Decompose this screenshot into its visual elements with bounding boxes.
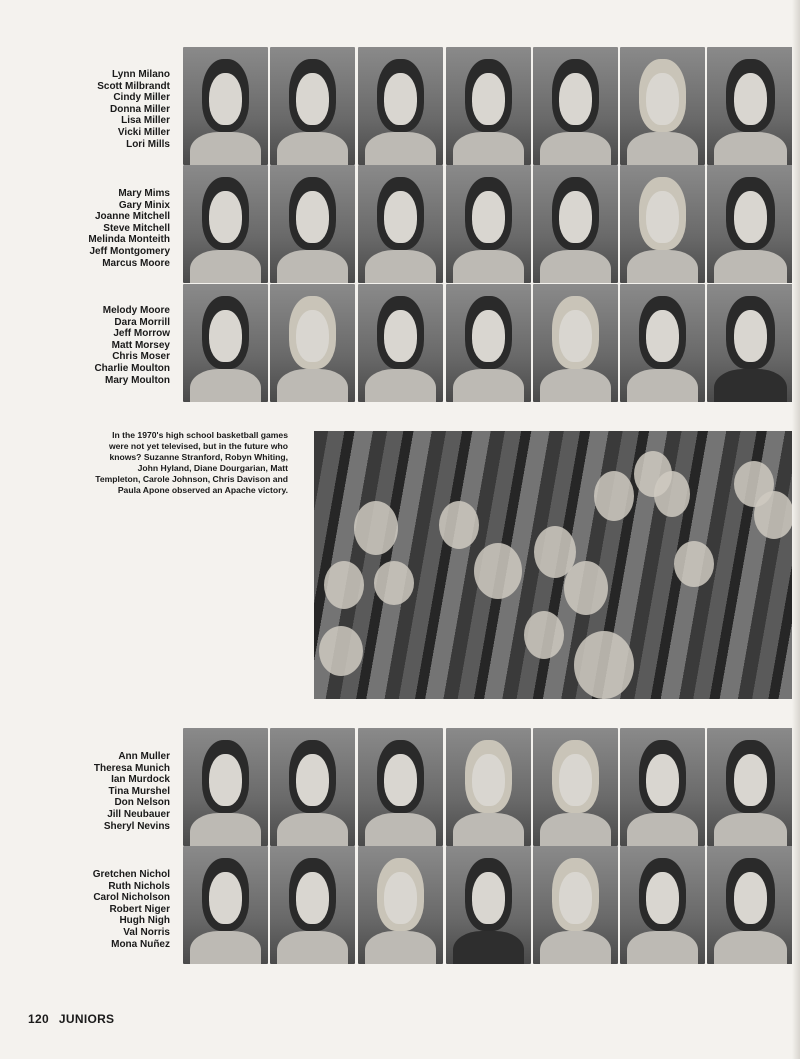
student-portrait: [183, 165, 268, 283]
student-name: Melody Moore: [102, 305, 170, 316]
portrait-body: [277, 250, 348, 283]
portrait-face: [646, 754, 678, 806]
portrait-body: [190, 132, 261, 165]
portrait-face: [209, 310, 241, 362]
portrait-body: [540, 250, 611, 283]
student-portrait: [358, 165, 443, 283]
portrait-face: [472, 310, 504, 362]
student-name: Gretchen Nichol: [92, 869, 170, 880]
portrait-body: [714, 250, 787, 283]
page-number: 120: [28, 1012, 49, 1026]
portrait-body: [540, 931, 611, 964]
portrait-body: [453, 250, 524, 283]
student-portrait: [270, 728, 355, 846]
student-portrait: [446, 846, 531, 964]
portrait-body: [627, 369, 698, 402]
portrait-body: [365, 132, 436, 165]
portrait-body: [365, 931, 436, 964]
portrait-body: [627, 132, 698, 165]
portrait-body: [277, 813, 348, 846]
portrait-face: [734, 872, 767, 924]
page-gutter: [792, 0, 800, 1059]
student-name: Jeff Montgomery: [89, 245, 170, 257]
student-name: Ian Murdock: [111, 774, 170, 786]
student-name: Melinda Monteith: [88, 234, 170, 246]
student-name: Vicki Miller: [117, 126, 170, 138]
photo-caption: In the 1970's high school basketball games were not yet televised, but in the future who knows? Suzanne Stranford, Robyn Whiting, John Hyland, Diane Dourgarian, Matt Templeton, Carole Johnson, Chris Davison and Paula Apone observed an Apache victory.: [95, 430, 288, 495]
portrait-face: [209, 191, 241, 243]
portrait-face: [384, 310, 416, 362]
portrait-face: [384, 754, 416, 806]
portrait-body: [714, 369, 787, 402]
portrait-face: [559, 872, 591, 924]
student-name: Dara Morrill: [114, 316, 170, 328]
student-name: Jeff Morrow: [113, 328, 170, 340]
student-portrait: [183, 846, 268, 964]
student-portrait: [533, 846, 618, 964]
portrait-face: [296, 191, 328, 243]
portrait-face: [296, 310, 328, 362]
student-portrait: [270, 165, 355, 283]
portrait-body: [540, 813, 611, 846]
student-portrait: [533, 47, 618, 165]
student-portrait: [358, 284, 443, 402]
portrait-body: [540, 132, 611, 165]
portrait-body: [190, 369, 261, 402]
portrait-body: [365, 250, 436, 283]
portrait-face: [472, 73, 504, 125]
portrait-body: [190, 250, 261, 283]
student-name: Theresa Munich: [93, 762, 170, 774]
portrait-face: [472, 191, 504, 243]
student-name: Ruth Nichols: [108, 880, 170, 892]
student-portrait: [358, 846, 443, 964]
portrait-body: [627, 250, 698, 283]
student-name: Robert Niger: [109, 903, 170, 915]
names-row-1: [10, 69, 170, 150]
names-row-3: [10, 305, 170, 386]
portrait-face: [734, 310, 767, 362]
student-name: Joanne Mitchell: [94, 211, 170, 223]
student-name: Sheryl Nevins: [103, 820, 170, 832]
portrait-body: [190, 931, 261, 964]
student-name: Tina Murshel: [108, 785, 170, 797]
student-portrait: [358, 47, 443, 165]
portrait-body: [277, 369, 348, 402]
portrait-face: [296, 754, 328, 806]
portrait-body: [190, 813, 261, 846]
student-name: Carol Nicholson: [93, 892, 170, 904]
portrait-body: [453, 813, 524, 846]
portrait-face: [384, 191, 416, 243]
portrait-face: [209, 73, 241, 125]
student-portrait: [707, 47, 794, 165]
names-row-4: [10, 751, 170, 832]
student-name: Lisa Miller: [121, 115, 170, 127]
student-name: Mary Moulton: [105, 374, 170, 386]
portrait-body: [365, 369, 436, 402]
student-portrait: [620, 165, 705, 283]
portrait-face: [296, 872, 328, 924]
student-name: Val Norris: [123, 926, 170, 938]
student-portrait: [446, 284, 531, 402]
portrait-face: [559, 310, 591, 362]
portrait-body: [714, 132, 787, 165]
student-name: Lynn Milano: [112, 69, 170, 80]
portrait-face: [646, 73, 678, 125]
portrait-body: [277, 931, 348, 964]
portrait-face: [296, 73, 328, 125]
student-portrait: [270, 846, 355, 964]
names-row-5: [10, 869, 170, 950]
student-name: Cindy Miller: [113, 92, 170, 104]
student-portrait: [620, 47, 705, 165]
portrait-face: [734, 73, 767, 125]
portrait-face: [734, 191, 767, 243]
student-name: Steve Mitchell: [103, 222, 170, 234]
portrait-body: [365, 813, 436, 846]
student-name: Mona Nuñez: [111, 938, 170, 950]
section-title: JUNIORS: [58, 1012, 115, 1026]
portrait-face: [646, 310, 678, 362]
student-name: Marcus Moore: [102, 257, 170, 269]
portrait-face: [472, 754, 504, 806]
student-name: Ann Muller: [118, 751, 170, 762]
student-name: Chris Moser: [112, 351, 170, 363]
student-name: Don Nelson: [114, 797, 170, 809]
student-portrait: [270, 284, 355, 402]
portrait-face: [384, 872, 416, 924]
portrait-body: [540, 369, 611, 402]
student-portrait: [707, 165, 794, 283]
student-name: Scott Milbrandt: [97, 80, 170, 92]
student-name: Lori Mills: [126, 138, 170, 150]
student-portrait: [358, 728, 443, 846]
portrait-body: [277, 132, 348, 165]
student-portrait: [270, 47, 355, 165]
student-name: Gary Minix: [118, 199, 170, 211]
portrait-body: [453, 132, 524, 165]
portrait-face: [559, 73, 591, 125]
names-row-2: [10, 188, 170, 269]
portrait-face: [646, 191, 678, 243]
student-portrait: [707, 846, 794, 964]
crowd-photo: [314, 431, 794, 699]
student-portrait: [707, 284, 794, 402]
portrait-body: [453, 369, 524, 402]
portrait-body: [453, 931, 524, 964]
student-name: Charlie Moulton: [94, 362, 170, 374]
student-name: Matt Morsey: [111, 339, 170, 351]
portrait-body: [627, 931, 698, 964]
portrait-face: [646, 872, 678, 924]
portrait-body: [627, 813, 698, 846]
student-name: Hugh Nigh: [119, 915, 170, 927]
portrait-face: [734, 754, 767, 806]
portrait-body: [714, 931, 787, 964]
student-name: Donna Miller: [109, 103, 170, 115]
portrait-face: [384, 73, 416, 125]
student-portrait: [533, 284, 618, 402]
portrait-body: [714, 813, 787, 846]
student-portrait: [446, 165, 531, 283]
student-portrait: [707, 728, 794, 846]
student-portrait: [620, 846, 705, 964]
page-footer: [28, 1012, 124, 1026]
student-portrait: [533, 165, 618, 283]
student-portrait: [533, 728, 618, 846]
portrait-face: [559, 191, 591, 243]
student-name: Mary Mims: [118, 188, 170, 199]
student-portrait: [446, 47, 531, 165]
student-portrait: [620, 284, 705, 402]
portrait-face: [472, 872, 504, 924]
portrait-face: [209, 872, 241, 924]
portrait-face: [209, 754, 241, 806]
student-portrait: [183, 47, 268, 165]
student-portrait: [446, 728, 531, 846]
student-portrait: [183, 728, 268, 846]
student-name: Jill Neubauer: [107, 808, 170, 820]
portrait-face: [559, 754, 591, 806]
student-portrait: [620, 728, 705, 846]
student-portrait: [183, 284, 268, 402]
